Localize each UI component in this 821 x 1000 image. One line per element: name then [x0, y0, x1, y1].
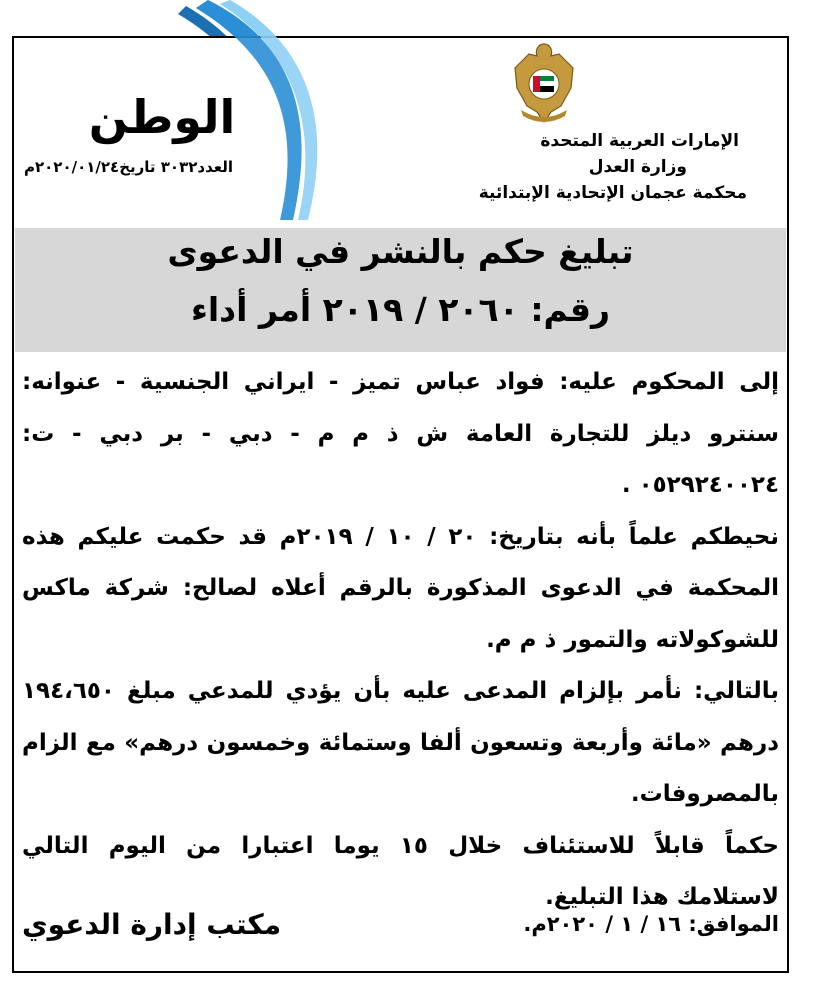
newspaper-logo: الوطن	[88, 90, 236, 144]
country-name: الإمارات العربية المتحدة	[540, 131, 739, 151]
notice-body	[22, 357, 779, 924]
ministry-name: وزارة العدل	[588, 157, 687, 177]
paragraph-recipient: إلى المحكوم عليه: فواد عباس تميز - ايراني الجنسية - عنوانه: سنترو ديلز للتجارة العامة ش ذ م م - دبي - بر دبي - ت: ٠٥٢٩٢٤٠٠٢٤ .	[22, 369, 779, 498]
notice-title: تبليغ حكم بالنشر في الدعوى	[167, 232, 634, 271]
paragraph-judgment: نحيطكم علماً بأنه بتاريخ: ٢٠ / ١٠ / ٢٠١٩م قد حكمت عليكم هذه المحكمة في الدعوى المذكورة بالرقم أعلاه لصالح: شركة ماكس للشوكولاته والتمور ذ م م.	[22, 523, 780, 653]
uae-federal-emblem-icon	[507, 40, 581, 126]
paragraph-order: بالتالي: نأمر بإلزام المدعى عليه بأن يؤدي للمدعي مبلغ ١٩٤،٦٥٠ درهم «مائة وأربعة وتسعون ألفا وستمائة وخمسون درهم» مع الزام بالمصروفات.	[22, 678, 779, 807]
signature-office: مكتب إدارة الدعوي	[22, 908, 282, 941]
court-name: محكمة عجمان الإتحادية الإبتدائية	[478, 183, 747, 203]
notice-footer	[22, 908, 779, 958]
paragraph-appeal: حكماً قابلاً للاستئناف خلال ١٥ يوما اعتبارا من اليوم التالي لاستلامك هذا التبليغ.	[22, 832, 779, 910]
case-number: رقم: ٢٠٦٠ / ٢٠١٩ أمر أداء	[190, 290, 611, 329]
issue-info: العدد٣٠٣٢ تاريخ٢٠٢٠/٠١/٢٤م	[24, 158, 234, 176]
agreed-date: الموافق: ١٦ / ١ / ٢٠٢٠م.	[523, 912, 779, 936]
ministry-header	[367, 128, 747, 206]
